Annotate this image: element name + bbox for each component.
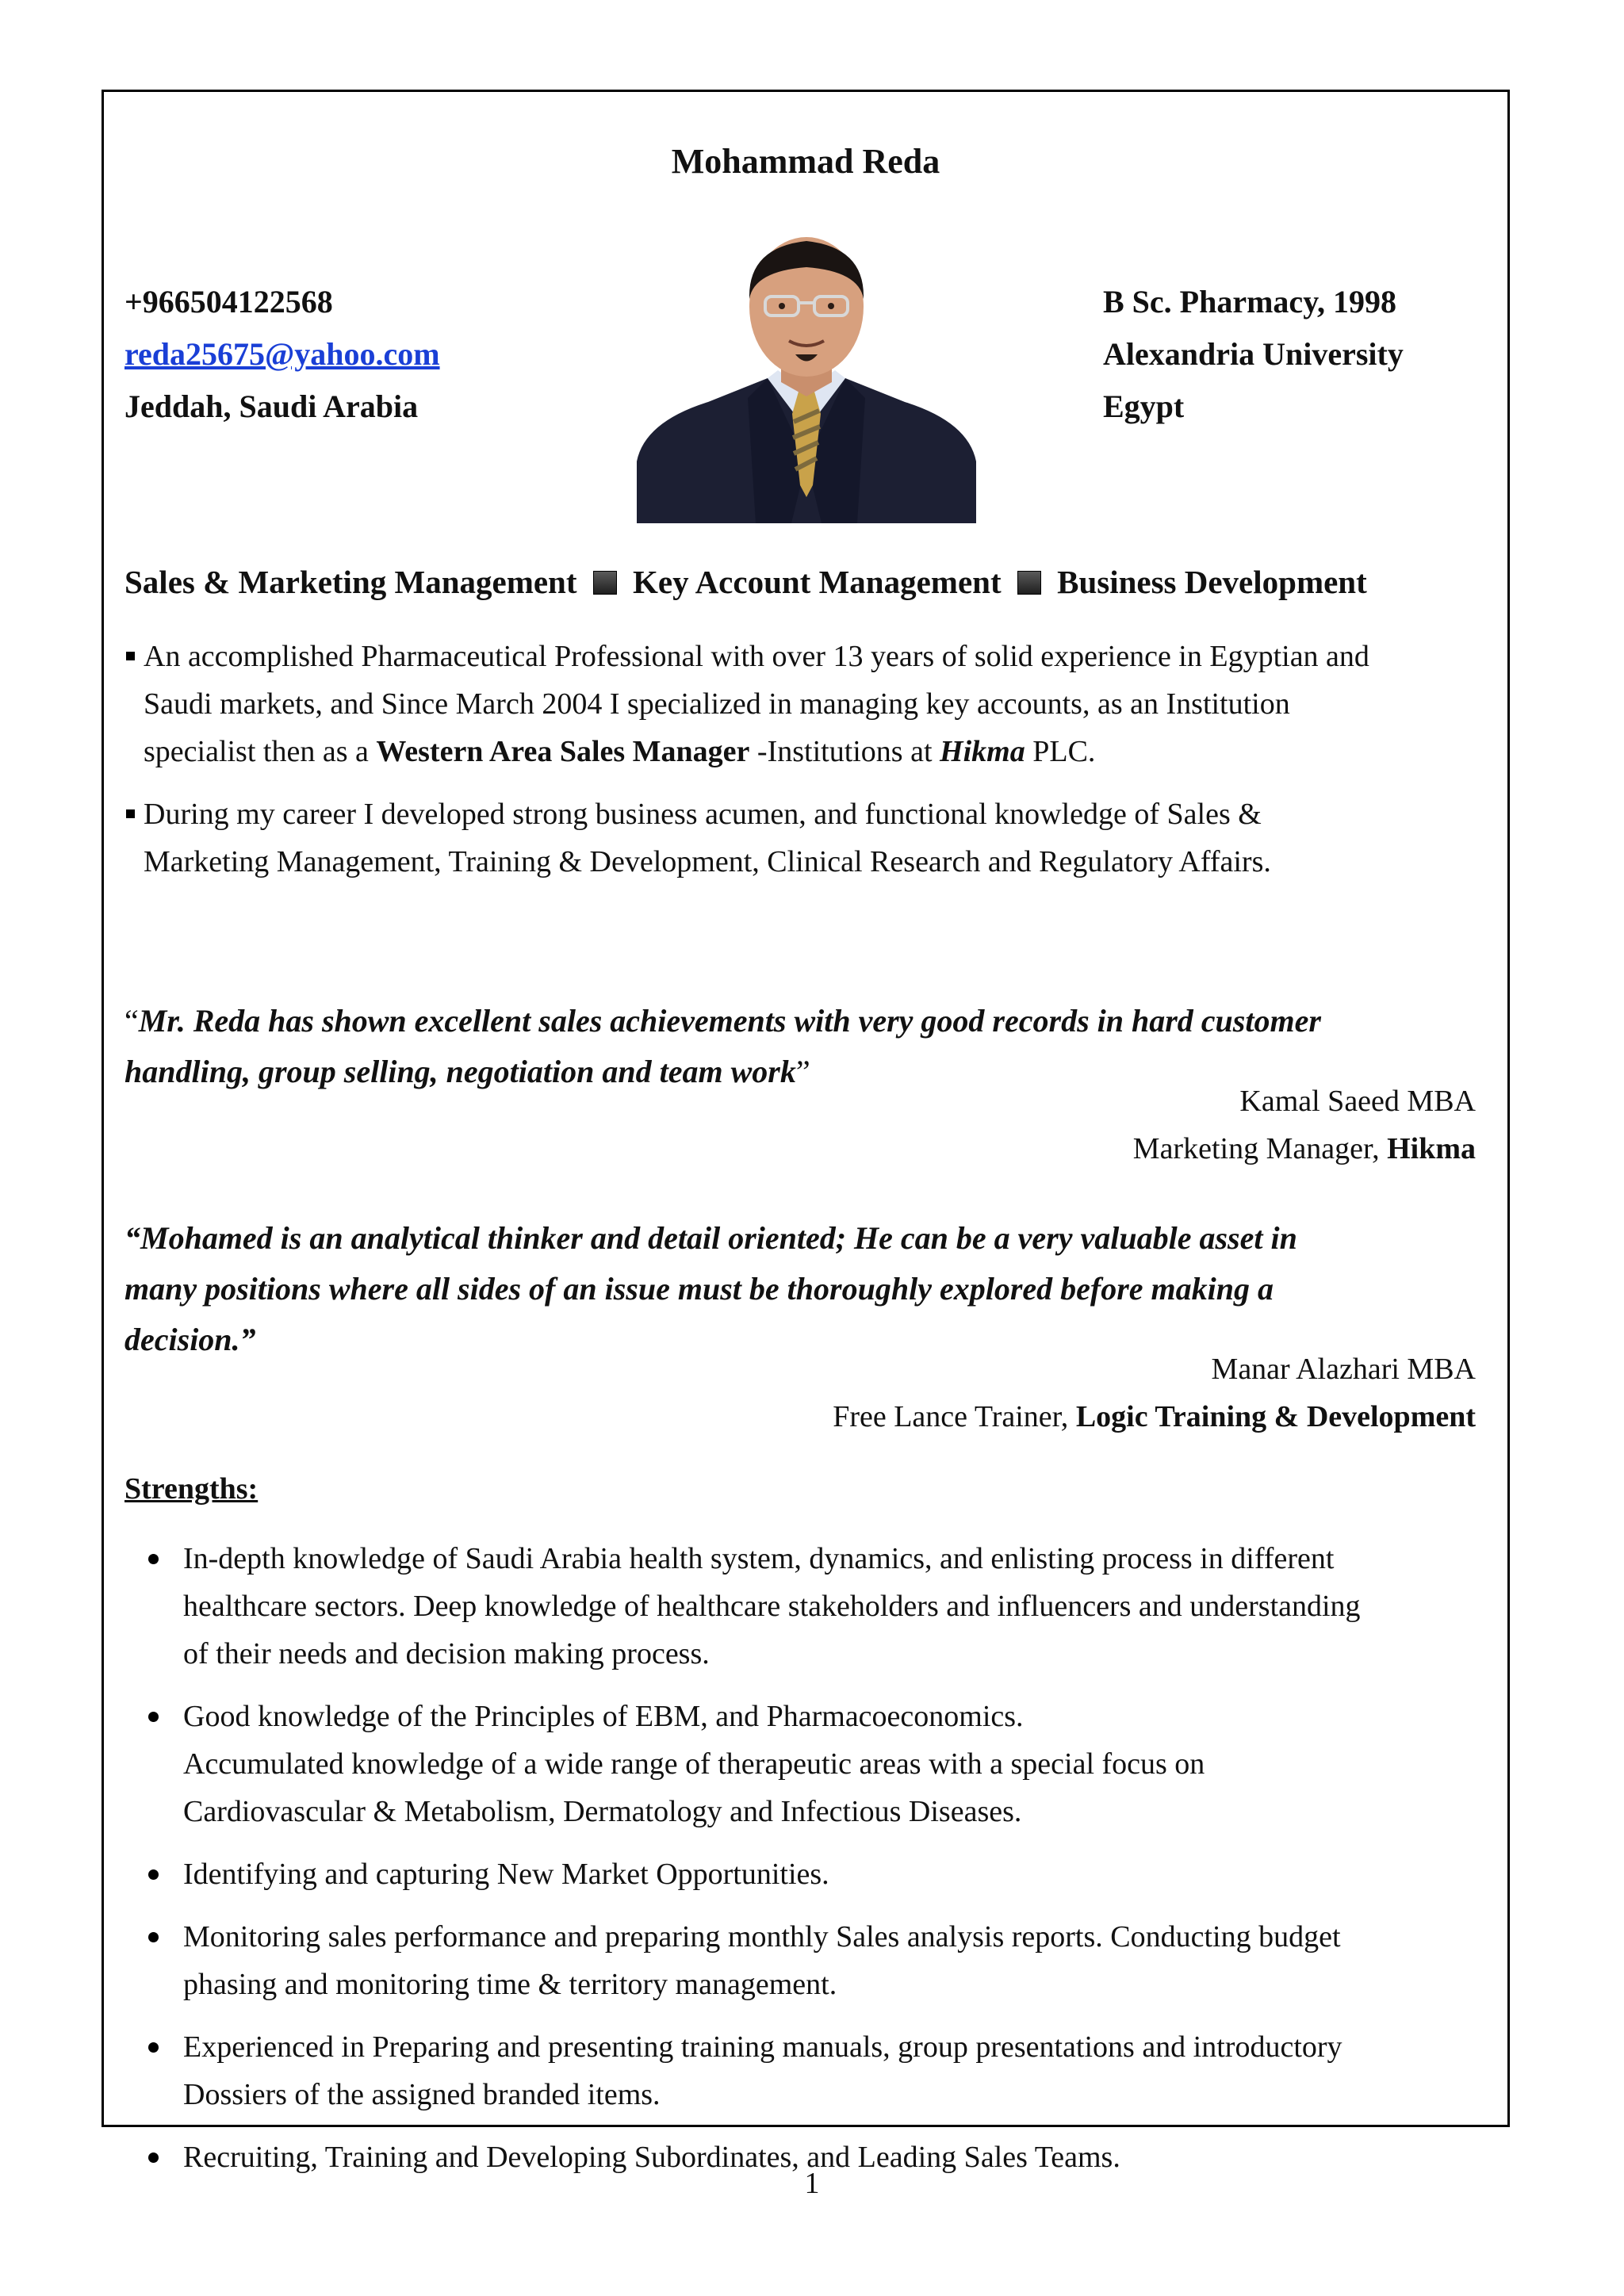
country: Egypt (1103, 388, 1185, 424)
list-item (124, 2023, 1488, 2118)
separator-square-icon (593, 571, 617, 595)
bullet-dot-icon (148, 2042, 159, 2053)
summary-text: PLC. (1025, 735, 1096, 768)
quote-line: decision.” (124, 1322, 256, 1357)
strength-line: Dossiers of the assigned branded items. (183, 2078, 661, 2111)
strength-line: Identifying and capturing New Market Opportunities. (183, 1858, 829, 1891)
summary-line: An accomplished Pharmaceutical Professional with over 13 years of solid experience in Egyptian and (144, 640, 1369, 673)
professional-summary (124, 633, 1488, 901)
email-link[interactable]: reda25675@yahoo.com (124, 336, 440, 372)
role-text: Marketing Manager, (1132, 1132, 1388, 1165)
bullet-dot-icon (148, 1869, 159, 1880)
summary-line: During my career I developed strong business acumen, and functional knowledge of Sales & (144, 798, 1262, 831)
list-item (124, 1535, 1488, 1678)
testimonial-role (833, 1393, 1476, 1441)
location: Jeddah, Saudi Arabia (124, 388, 419, 424)
profile-photo (637, 224, 976, 523)
resume-page-frame (102, 90, 1510, 2174)
summary-line (144, 728, 1488, 775)
summary-line: Marketing Management, Training & Development, Clinical Research and Regulatory Affairs. (144, 845, 1271, 878)
strength-line: Good knowledge of the Principles of EBM, and Pharmacoeconomics. (183, 1700, 1024, 1733)
candidate-name: Mohammad Reda (671, 142, 940, 181)
role-organization: Hikma (1387, 1132, 1476, 1165)
contact-block (124, 276, 440, 433)
strength-line: healthcare sectors. Deep knowledge of healthcare stakeholders and influencers and understanding (183, 1590, 1361, 1623)
strengths-heading: Strengths: (124, 1472, 259, 1506)
testimonial-author: Manar Alazhari MBA (1211, 1353, 1476, 1386)
testimonial-attribution (1133, 1077, 1476, 1173)
summary-line: Saudi markets, and Since March 2004 I specialized in managing key accounts, as an Institution (144, 687, 1290, 721)
bullet-dot-icon (148, 1932, 159, 1942)
separator-square-icon (1017, 571, 1041, 595)
headline-item-sales-marketing: Sales & Marketing Management (124, 564, 577, 600)
bullet-dot-icon (148, 1712, 159, 1722)
degree: B Sc. Pharmacy, 1998 (1103, 284, 1396, 320)
portrait-illustration (637, 224, 976, 523)
testimonial-author: Kamal Saeed MBA (1239, 1085, 1476, 1118)
list-item (124, 1693, 1488, 1835)
bullet-dot-icon (148, 1554, 159, 1564)
strength-line: of their needs and decision making process. (183, 1637, 710, 1670)
quote-text: Mr. Reda has shown excellent sales achievements with very good records in hard customer (138, 1003, 1321, 1039)
strength-line: Monitoring sales performance and preparing monthly Sales analysis reports. Conducting budget (183, 1920, 1341, 1954)
square-bullet-icon (126, 809, 135, 818)
list-item (124, 1850, 1488, 1898)
job-title-emphasis: Western Area Sales Manager (376, 735, 750, 768)
testimonial-role (1133, 1125, 1476, 1173)
strength-line: Cardiovascular & Metabolism, Dermatology and Infectious Diseases. (183, 1795, 1022, 1828)
education-block (1103, 276, 1404, 433)
bullet-dot-icon (148, 2152, 159, 2163)
testimonial-quote (124, 1213, 1488, 1365)
email-line (124, 328, 440, 381)
summary-text: specialist then as a (144, 735, 377, 768)
page-number: 1 (804, 2167, 820, 2200)
list-item (124, 1913, 1488, 2008)
quote-mark: “ (124, 1003, 139, 1039)
headline-item-key-account: Key Account Management (633, 564, 1002, 600)
strength-line: Recruiting, Training and Developing Subordinates, and Leading Sales Teams. (183, 2141, 1120, 2174)
testimonial-attribution (833, 1345, 1476, 1441)
role-text: Free Lance Trainer, (833, 1400, 1076, 1433)
strength-line: phasing and monitoring time & territory management. (183, 1968, 837, 2001)
quote-line: “Mohamed is an analytical thinker and detail oriented; He can be a very valuable asset in (124, 1220, 1297, 1256)
headline-item-business-development: Business Development (1057, 564, 1367, 600)
company-emphasis: Hikma (940, 735, 1025, 768)
quote-line: many positions where all sides of an issue must be thoroughly explored before making a (124, 1271, 1274, 1307)
headline-areas (124, 563, 1367, 601)
strength-line: Experienced in Preparing and presenting training manuals, group presentations and introductory (183, 2030, 1342, 2064)
quote-mark: ” (795, 1054, 810, 1089)
square-bullet-icon (126, 652, 135, 660)
quote-text: handling, group selling, negotiation and team work (124, 1054, 796, 1089)
strength-line: Accumulated knowledge of a wide range of therapeutic areas with a special focus on (183, 1747, 1205, 1781)
university: Alexandria University (1103, 336, 1404, 372)
summary-text: -Institutions at (749, 735, 940, 768)
strength-line: In-depth knowledge of Saudi Arabia health system, dynamics, and enlisting process in different (183, 1542, 1335, 1575)
summary-paragraph (124, 790, 1488, 886)
summary-paragraph (124, 633, 1488, 775)
phone-number: +966504122568 (124, 284, 333, 320)
quote-line (124, 996, 1488, 1047)
strengths-list (124, 1535, 1488, 2196)
role-organization: Logic Training & Development (1075, 1400, 1476, 1433)
